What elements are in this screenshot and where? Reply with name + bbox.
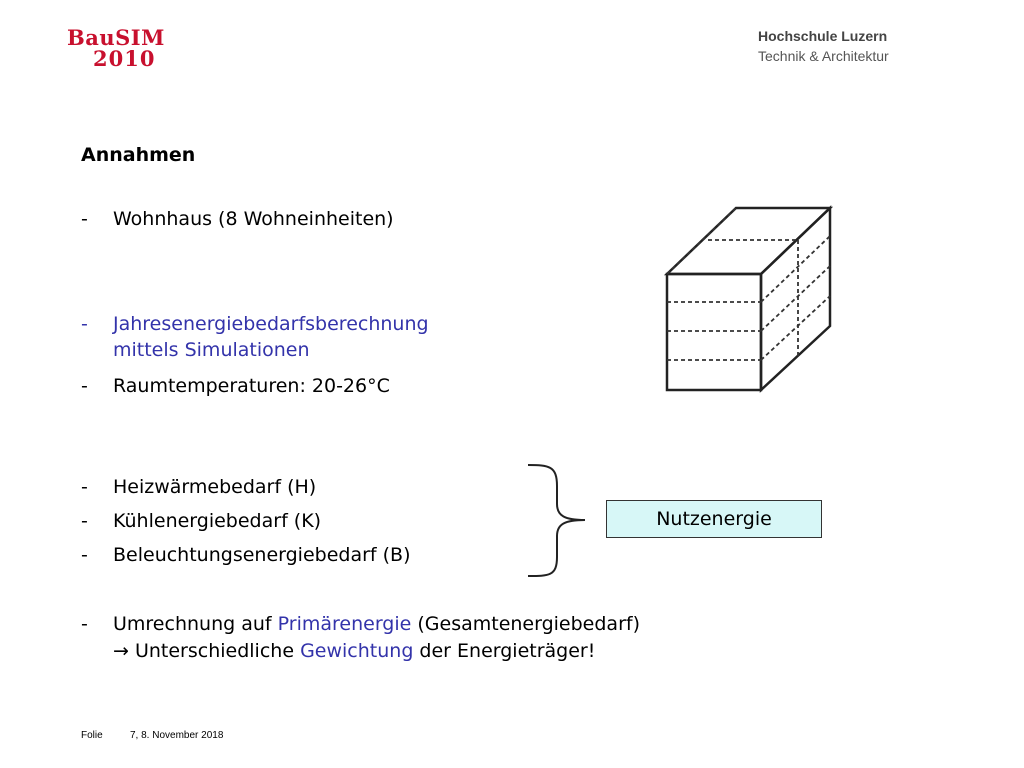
cube-side-face bbox=[761, 208, 830, 390]
bullet-kuehlenergie: Kühlenergiebedarf (K) bbox=[113, 510, 322, 532]
cube-top-face bbox=[667, 208, 830, 274]
bullet-beleuchtung: Beleuchtungsenergiebedarf (B) bbox=[113, 544, 411, 566]
bullet-dash: - bbox=[81, 510, 88, 532]
umrechnung-text: Umrechnung auf bbox=[113, 613, 278, 635]
logo-line-2: 2010 bbox=[93, 46, 156, 71]
primaerenergie-term: Primärenergie bbox=[277, 613, 412, 635]
bullet-umrechnung bbox=[113, 612, 640, 636]
footer-label: Folie bbox=[81, 730, 103, 741]
unterschiedliche-text: Unterschiedliche bbox=[128, 640, 301, 662]
institution-block bbox=[758, 26, 889, 66]
institution-name: Hochschule Luzern bbox=[758, 28, 888, 44]
bullet-heizwaerme: Heizwärmebedarf (H) bbox=[113, 476, 317, 498]
bullet-dash: - bbox=[81, 544, 88, 566]
bullet-raumtemperaturen: Raumtemperaturen: 20-26°C bbox=[113, 375, 390, 397]
bausim-logo bbox=[67, 27, 165, 69]
gesamtenergie-text: (Gesamtenergiebedarf) bbox=[411, 613, 640, 635]
institution-department: Technik & Architektur bbox=[758, 48, 889, 64]
bullet-gewichtung bbox=[113, 639, 595, 663]
gewichtung-term: Gewichtung bbox=[300, 640, 414, 662]
slide-heading: Annahmen bbox=[81, 144, 196, 166]
energietraeger-text: der Energieträger! bbox=[413, 640, 596, 662]
nutzenergie-box bbox=[606, 500, 822, 538]
logo-line-1: BauSIM bbox=[67, 25, 165, 50]
curly-brace-icon bbox=[525, 462, 595, 582]
building-cube-illustration bbox=[660, 200, 840, 400]
bullet-dash: - bbox=[81, 375, 88, 397]
bullet-dash: - bbox=[81, 613, 88, 635]
bullet-jahresenergie-line1: Jahresenergiebedarfsberechnung bbox=[113, 313, 429, 335]
bullet-wohnhaus: Wohnhaus (8 Wohneinheiten) bbox=[113, 208, 394, 230]
arrow-right-icon: → bbox=[113, 640, 129, 662]
footer-page-date: 7, 8. November 2018 bbox=[130, 730, 224, 741]
bullet-jahresenergie-line2: mittels Simulationen bbox=[113, 339, 310, 361]
bullet-dash: - bbox=[81, 313, 88, 335]
nutzenergie-label: Nutzenergie bbox=[656, 508, 772, 530]
bullet-dash: - bbox=[81, 208, 88, 230]
bullet-dash: - bbox=[81, 476, 88, 498]
cube-front-face bbox=[667, 274, 761, 390]
